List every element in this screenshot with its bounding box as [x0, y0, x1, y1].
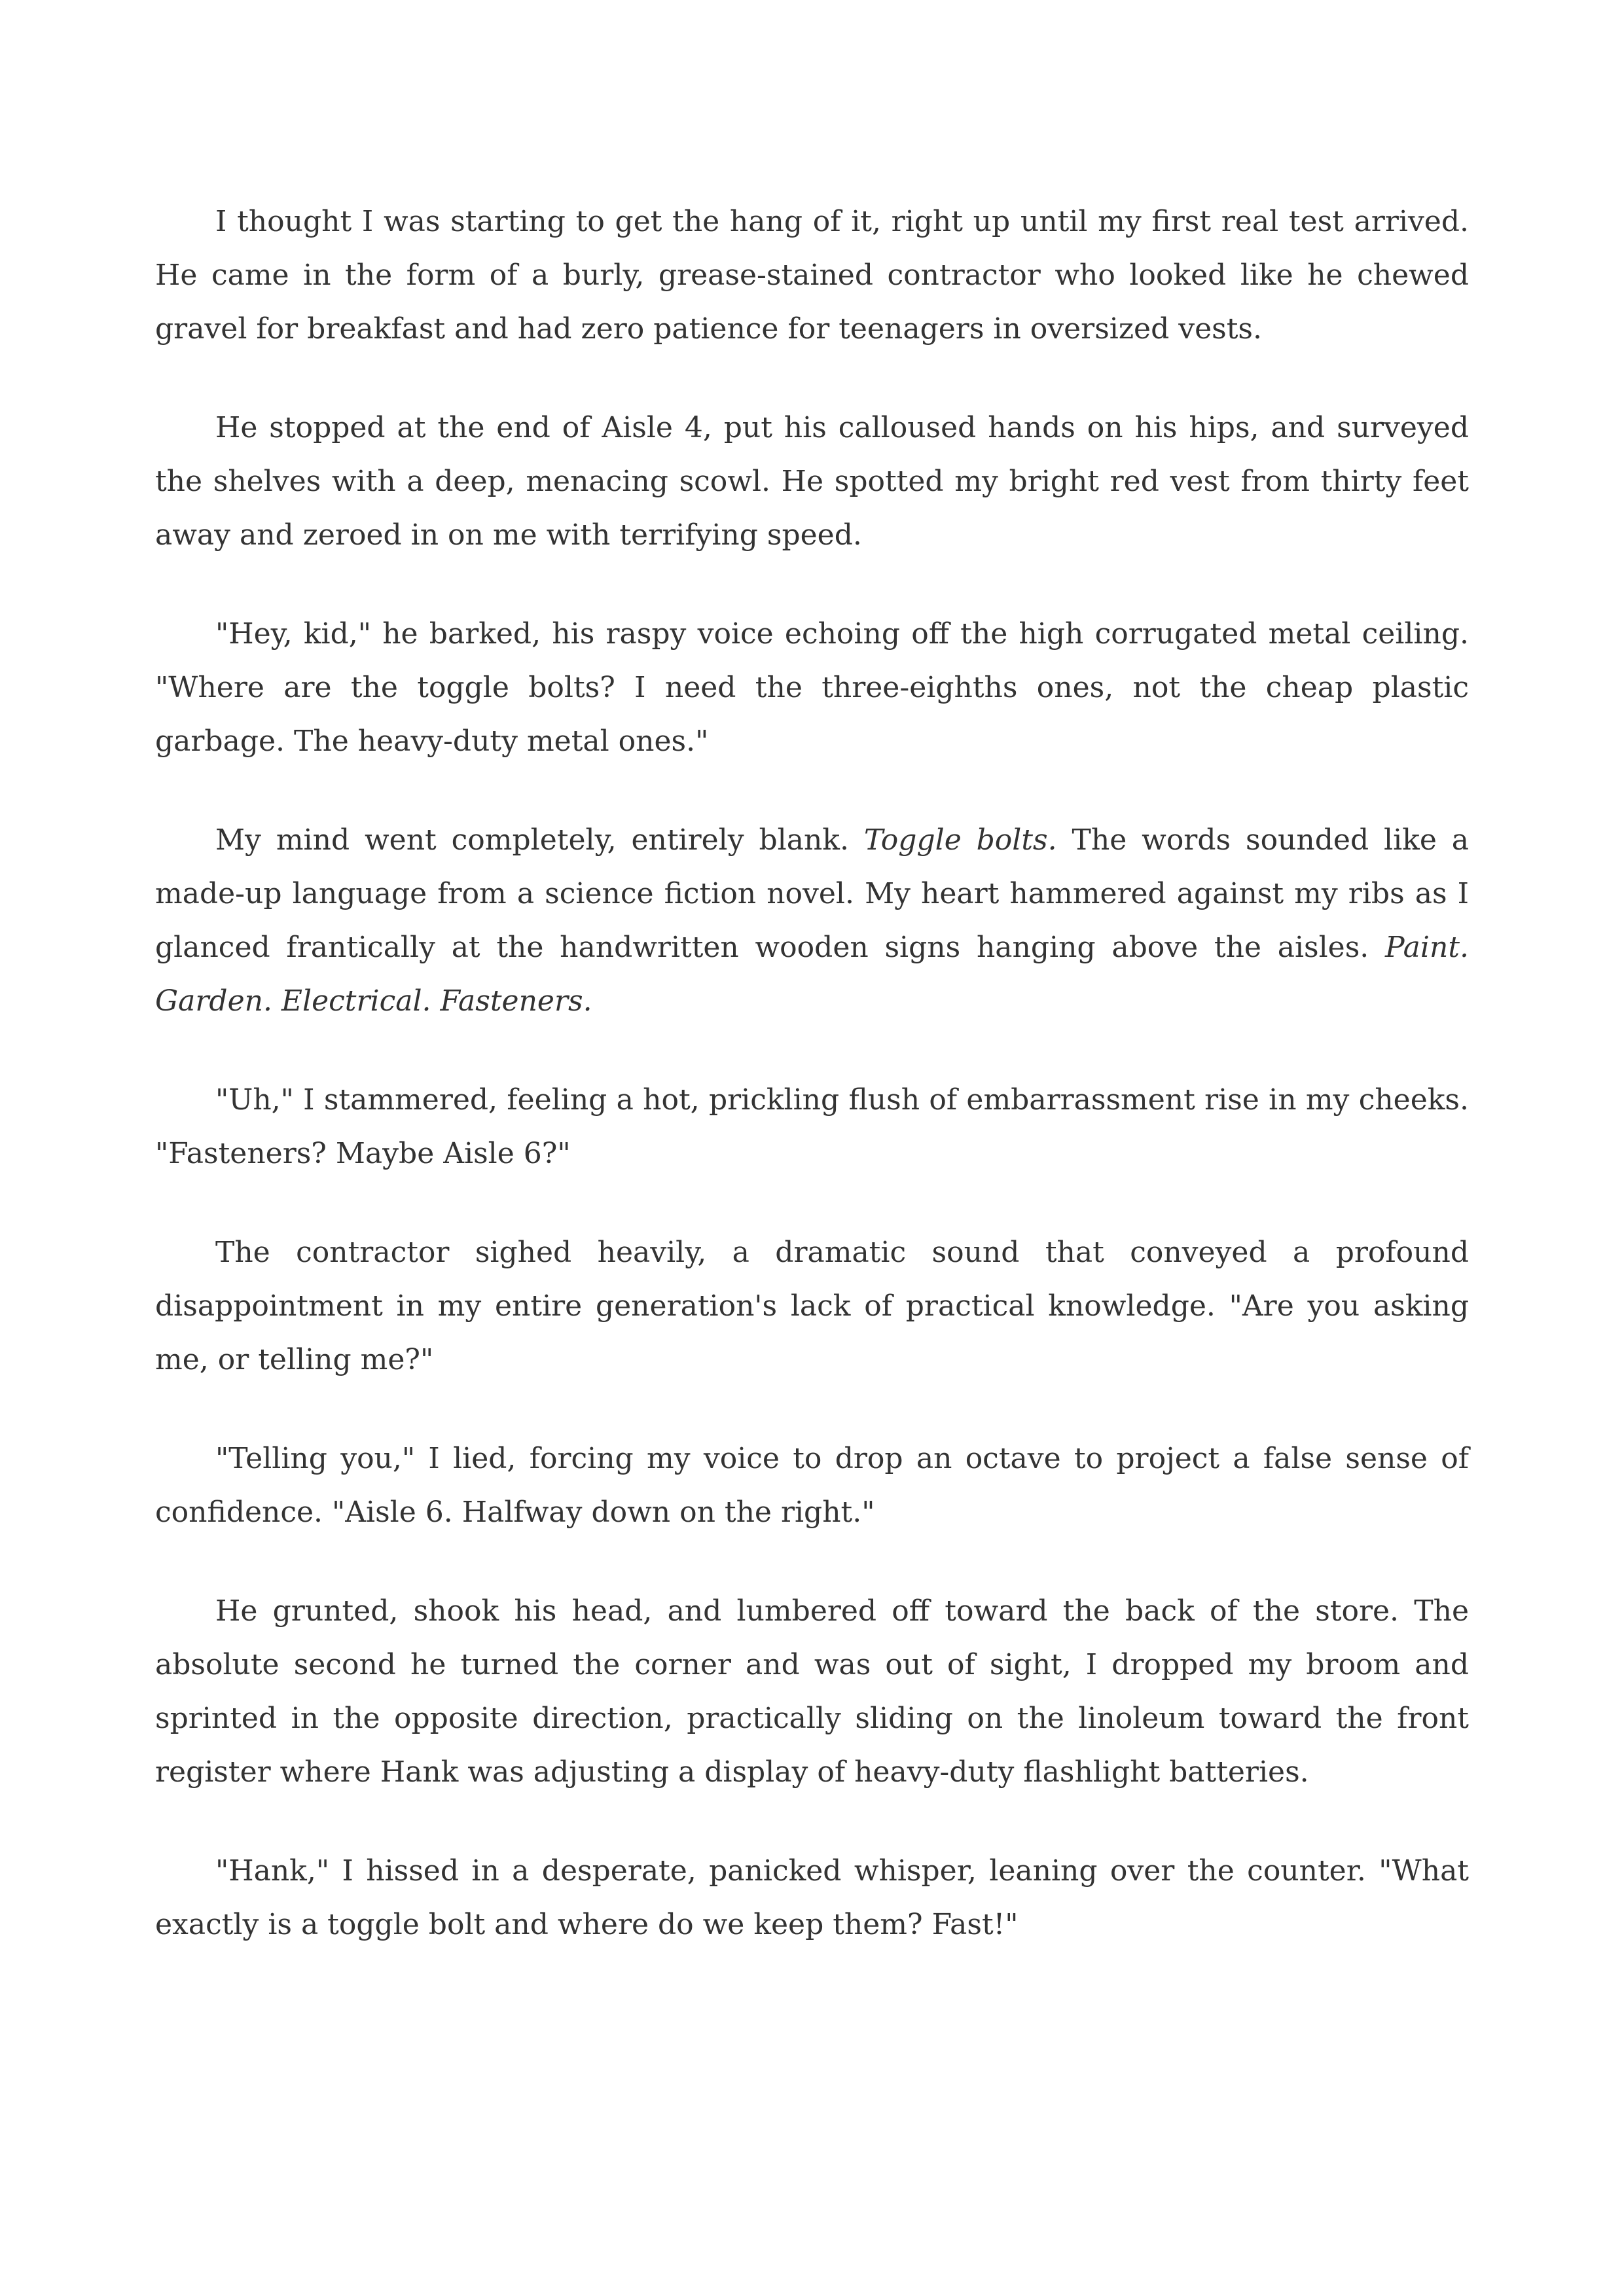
italic-text-run: Paint. Garden. Electrical. Fasteners.	[155, 931, 1469, 1018]
text-run: My mind went completely, entirely blank.	[215, 823, 864, 857]
text-run: He stopped at the end of Aisle 4, put his calloused hands on his hips, and surveyed the shelves with a deep, menacing scowl. He spotted my bright red vest from thirty feet away and zeroed in on me with terrifying speed.	[155, 411, 1469, 552]
text-run: The words sounded like a made-up language from a science fiction novel. My heart hammered against my ribs as I glanced frantically at the handwritten wooden signs hanging above the aisles.	[155, 823, 1469, 964]
story-paragraph	[155, 814, 1469, 1028]
story-paragraph	[155, 1226, 1469, 1387]
story-paragraph	[155, 1844, 1469, 1952]
story-paragraph	[155, 607, 1469, 768]
story-paragraph	[155, 1585, 1469, 1799]
italic-text-run: Toggle bolts.	[863, 823, 1057, 857]
story-paragraph	[155, 1432, 1469, 1539]
text-run: "Telling you," I lied, forcing my voice to drop an octave to project a false sense of confidence. "Aisle 6. Halfway down on the right."	[155, 1442, 1469, 1529]
story-paragraph	[155, 195, 1469, 356]
story-paragraph	[155, 401, 1469, 562]
text-run: The contractor sighed heavily, a dramatic sound that conveyed a profound disappointment in my entire generation's lack of practical knowledge. "Are you asking me, or telling me?"	[155, 1236, 1469, 1376]
text-run: I thought I was starting to get the hang of it, right up until my first real test arrived. He came in the form of a burly, grease-stained contractor who looked like he chewed gravel for breakfast and had zero patience for teenagers in oversized vests.	[155, 205, 1469, 346]
text-run: "Uh," I stammered, feeling a hot, prickling flush of embarrassment rise in my cheeks. "Fasteners? Maybe Aisle 6?"	[155, 1083, 1469, 1170]
text-run: "Hey, kid," he barked, his raspy voice echoing off the high corrugated metal ceiling. "Where are the toggle bolts? I need the three-eighths ones, not the cheap plastic garbage. The heavy-duty metal ones."	[155, 617, 1469, 758]
story-paragraph	[155, 1073, 1469, 1181]
text-run: He grunted, shook his head, and lumbered off toward the back of the store. The absolute second he turned the corner and was out of sight, I dropped my broom and sprinted in the opposite direction, practically sliding on the linoleum toward the front register where Hank was adjusting a display of heavy-duty flashlight batteries.	[155, 1594, 1469, 1789]
story-text	[155, 195, 1469, 1997]
text-run: "Hank," I hissed in a desperate, panicked whisper, leaning over the counter. "What exactly is a toggle bolt and where do we keep them? Fast!"	[155, 1854, 1469, 1941]
